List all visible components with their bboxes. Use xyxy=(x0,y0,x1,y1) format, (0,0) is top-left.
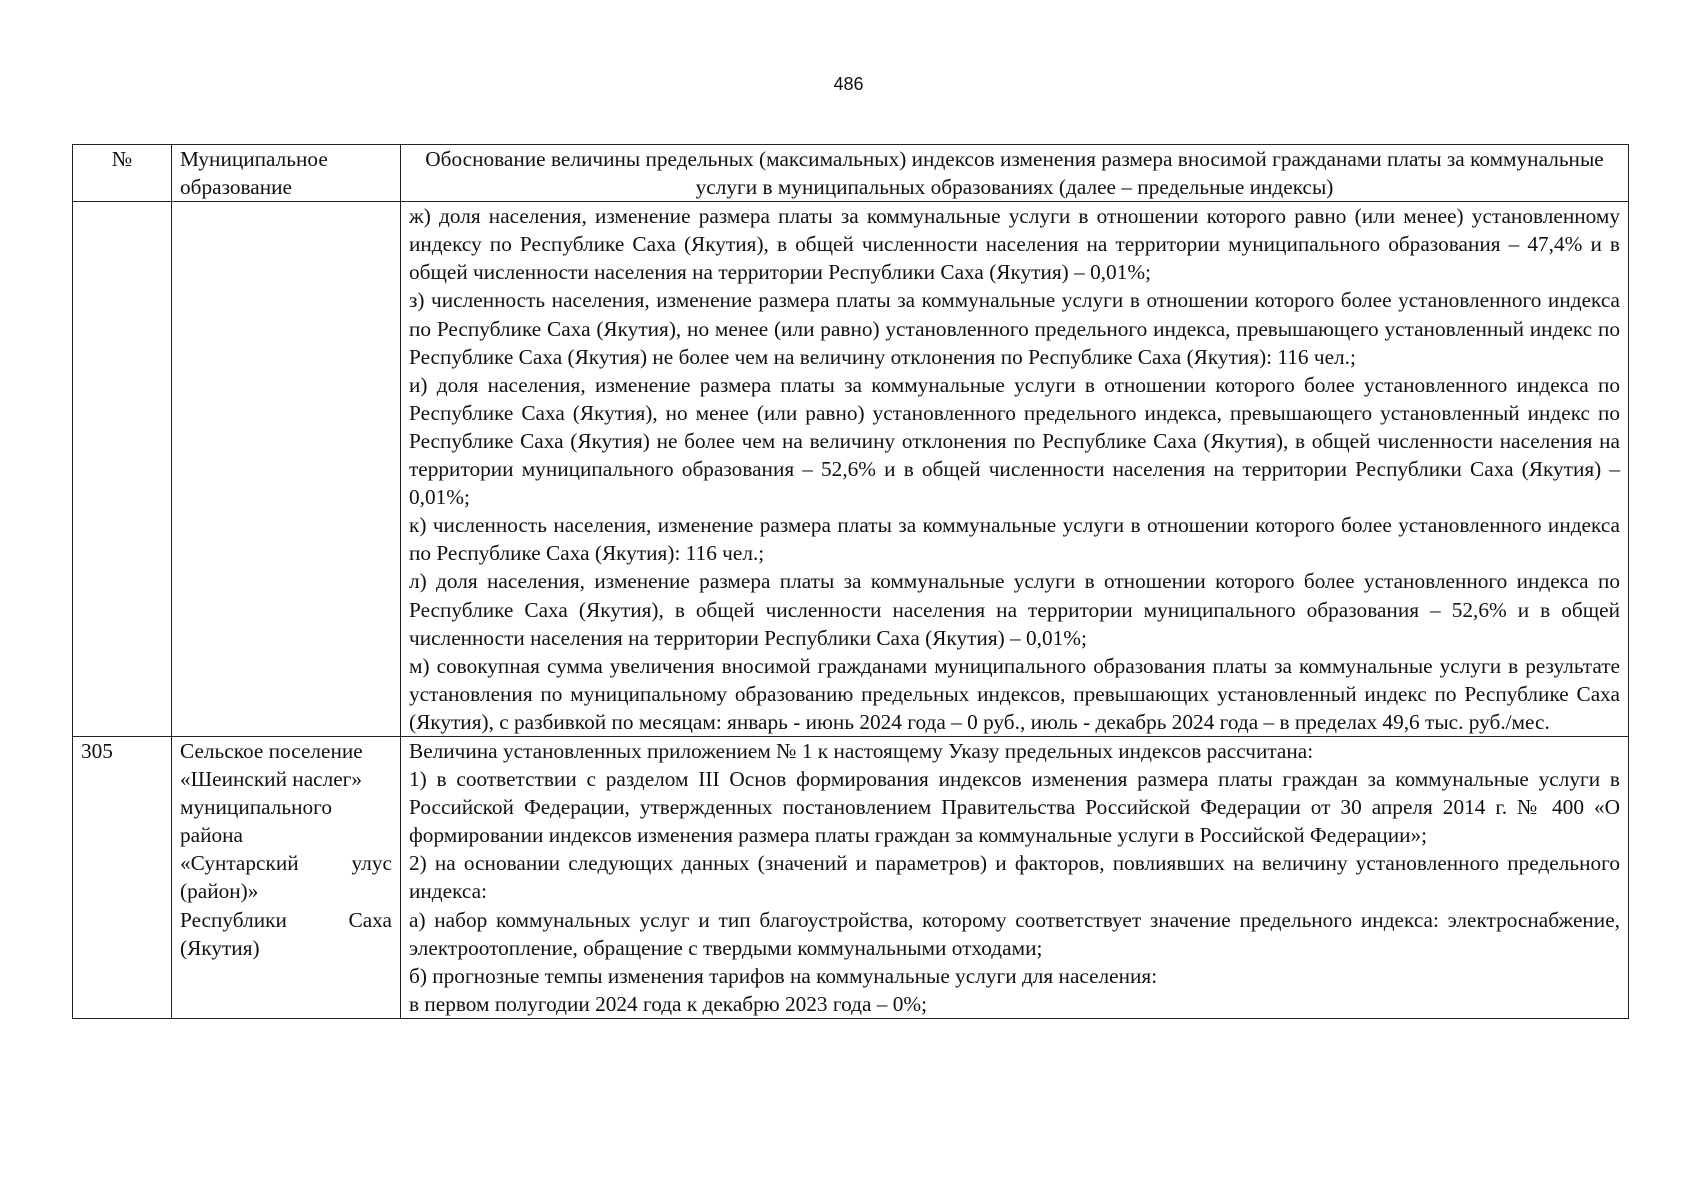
municipality-line: «Сунтарский улус xyxy=(180,851,392,876)
header-justification: Обоснование величины предельных (максимальных) индексов изменения размера вносимой гражданами платы за коммунальные услуги в муниципальных образованиях (далее – предельные индексы) xyxy=(401,145,1629,202)
row-number xyxy=(73,202,172,737)
municipality-line: (район)» xyxy=(180,879,259,904)
indices-table xyxy=(72,144,1629,1019)
row-number: 305 xyxy=(73,736,172,1018)
row-justification xyxy=(401,202,1629,737)
row-municipality xyxy=(172,736,401,1018)
header-municipality: Муниципальное образование xyxy=(172,145,401,202)
header-number: № xyxy=(73,145,172,202)
municipality-line: Сельское поселение xyxy=(180,738,363,763)
paragraph: Величина установленных приложением № 1 к настоящему Указу предельных индексов рассчитана: xyxy=(409,738,1314,763)
row-municipality xyxy=(172,202,401,737)
paragraph: ж) доля населения, изменение размера платы за коммунальные услуги в отношении которого равно (или менее) установленному индексу по Республике Саха (Якутия), в общей численности населения на территории муниципального образования – 47,4% и в общей численности населения на территории Республики Саха (Якутия) – 0,01%; xyxy=(409,204,1620,285)
municipality-line: (Якутия) xyxy=(180,935,260,960)
table-row xyxy=(73,736,1629,1018)
paragraph: а) набор коммунальных услуг и тип благоустройства, которому соответствует значение предельного индекса: электроснабжение, электроотопление, обращение с твердыми коммунальными отходами; xyxy=(409,907,1620,960)
page-number: 486 xyxy=(833,74,864,94)
municipality-line: Республики Саха xyxy=(180,907,392,932)
paragraph: б) прогнозные темпы изменения тарифов на коммунальные услуги для населения: xyxy=(409,963,1158,988)
paragraph: з) численность населения, изменение размера платы за коммунальные услуги в отношении которого более установленного индекса по Республике Саха (Якутия), но менее (или равно) установленного предельного индекса, превышающего установленный индекс по Республике Саха (Якутия) не более чем на величину отклонения по Республике Саха (Якутия): 116 чел.; xyxy=(409,288,1620,369)
paragraph: 2) на основании следующих данных (значений и параметров) и факторов, повлиявших на величину установленного предельного индекса: xyxy=(409,851,1620,904)
paragraph: л) доля населения, изменение размера платы за коммунальные услуги в отношении которого более установленного индекса по Республике Саха (Якутия), в общей численности населения на территории муниципального образования – 52,6% и в общей численности населения на территории Республики Саха (Якутия) – 0,01%; xyxy=(409,569,1620,650)
table-header-row xyxy=(73,145,1629,202)
table-row xyxy=(73,202,1629,737)
row-justification xyxy=(401,736,1629,1018)
paragraph: в первом полугодии 2024 года к декабрю 2023 года – 0%; xyxy=(409,991,928,1016)
paragraph: и) доля населения, изменение размера платы за коммунальные услуги в отношении которого более установленного индекса по Республике Саха (Якутия), но менее (или равно) установленного предельного индекса, превышающего установленный индекс по Республике Саха (Якутия) не более чем на величину отклонения по Республике Саха (Якутия), в общей численности населения на территории муниципального образования – 52,6% и в общей численности населения на территории Республики Саха (Якутия) – 0,01%; xyxy=(409,372,1620,510)
paragraph: 1) в соответствии с разделом III Основ формирования индексов изменения размера платы граждан за коммунальные услуги в Российской Федерации, утвержденных постановлением Правительства Российской Федерации от 30 апреля 2014 г. № 400 «О формировании индексов изменения размера платы граждан за коммунальные услуги в Российской Федерации»; xyxy=(409,767,1620,848)
paragraph: к) численность населения, изменение размера платы за коммунальные услуги в отношении которого более установленного индекса по Республике Саха (Якутия): 116 чел.; xyxy=(409,513,1620,566)
municipality-line: «Шеинский наслег» xyxy=(180,767,363,792)
municipality-line: муниципального xyxy=(180,795,332,820)
municipality-line: района xyxy=(180,823,243,848)
paragraph: м) совокупная сумма увеличения вносимой гражданами муниципального образования платы за коммунальные услуги в результате установления по муниципальному образованию предельных индексов, превышающих установленный индекс по Республике Саха (Якутия), с разбивкой по месяцам: январь - июнь 2024 года – 0 руб., июль - декабрь 2024 года – в пределах 49,6 тыс. руб./мес. xyxy=(409,653,1620,734)
